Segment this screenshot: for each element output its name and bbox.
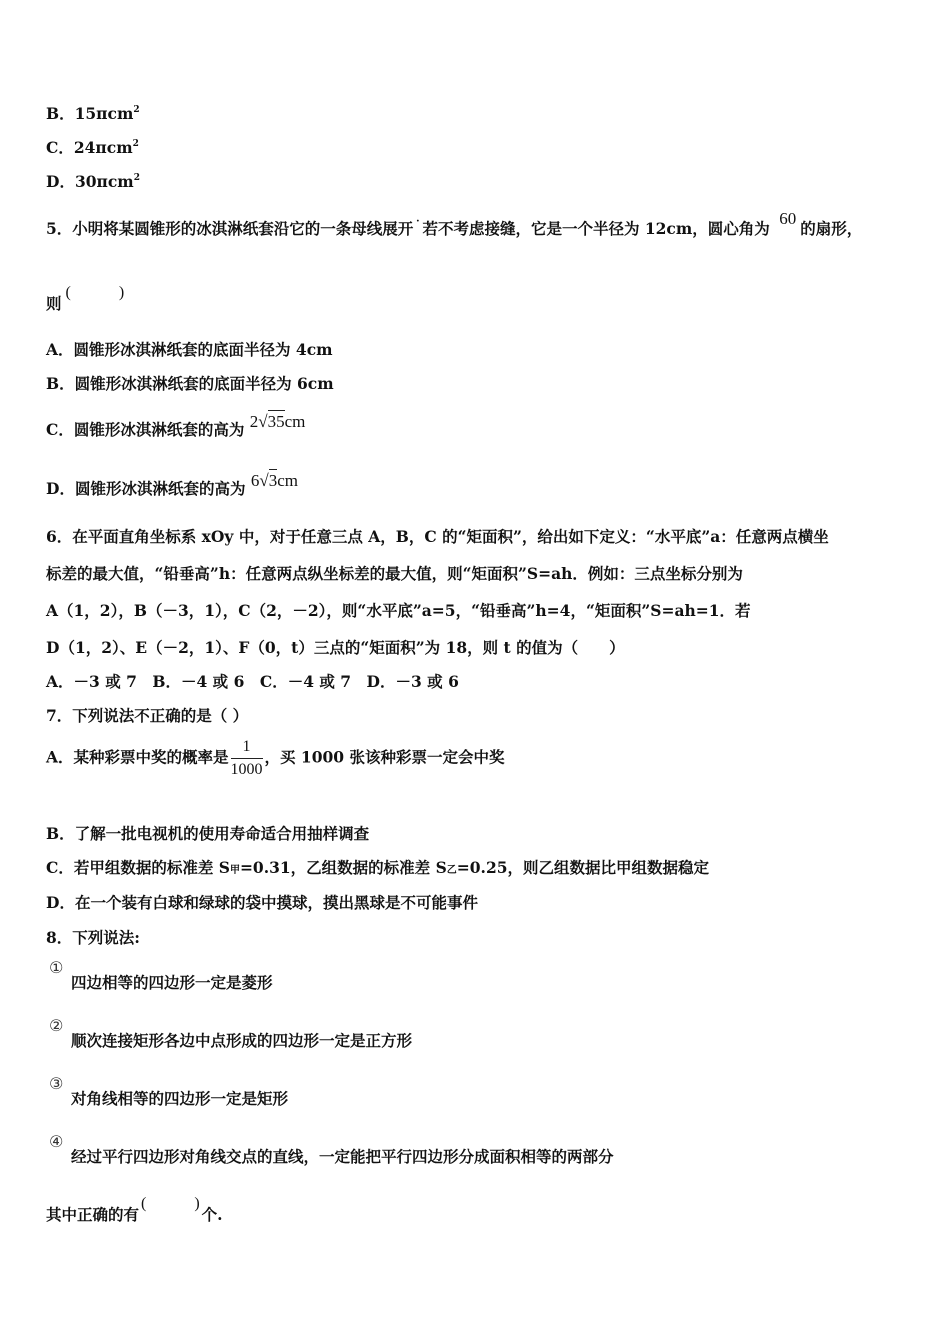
q6-line-3: A（1，2），B（－3，1），C（2，－2），则“水平底”a=5，“铅垂高”h=4，“矩面积”S=ah=1．若	[46, 601, 751, 620]
q5-option-d-formula: 6√3cm	[250, 471, 298, 490]
q4-option-c: C．24πcm$^2$	[46, 138, 139, 157]
q5-option-c: C．圆锥形冰淇淋纸套的高为 2√35cm	[46, 412, 306, 439]
q7-option-a: A．某种彩票中奖的概率是 $\frac{1}{1000}$ ，买 1000 张该种彩票一定会中奖	[46, 738, 505, 778]
q5-angle: 60	[779, 209, 797, 228]
q7-option-d: D．在一个装有白球和绿球的袋中摸球，摸出黑球是不可能事件	[46, 893, 478, 912]
q7-option-b: B．了解一批电视机的使用寿命适合用抽样调查	[46, 824, 370, 843]
q5-option-c-formula: 2√35cm	[249, 412, 306, 431]
q5-option-b: B．圆锥形冰淇淋纸套的底面半径为 6cm	[46, 374, 334, 393]
q6-line-1: 6．在平面直角坐标系 xOy 中，对于任意三点 A，B，C 的“矩面积”，给出如下定义：“水平底”a：任意两点横坐	[46, 527, 829, 546]
q8-mark-1: ①	[49, 958, 64, 977]
q8-mark-3: ③	[49, 1074, 64, 1093]
q6-line-4: D（1，2）、E（－2，1）、F（0，t）三点的“矩面积”为 18，则 t 的值为（ ）	[46, 638, 625, 657]
q4-option-d: D．30πcm$^2$	[46, 172, 140, 191]
q5-option-a: A．圆锥形冰淇淋纸套的底面半径为 4cm	[46, 340, 333, 359]
q8-conclusion: 其中正确的有( )个.	[46, 1195, 223, 1224]
q5-option-d: D．圆锥形冰淇淋纸套的高为 6√3cm	[46, 471, 298, 498]
q7-stem: 7．下列说法不正确的是（ ）	[46, 706, 249, 725]
q8-item-2: 顺次连接矩形各边中点形成的四边形一定是正方形	[71, 1031, 413, 1050]
q8-mark-4: ④	[49, 1132, 64, 1151]
q5-stem: 5．小明将某圆锥形的冰淇淋纸套沿它的一条母线展开 · 若不考虑接缝，它是一个半径为 12cm，圆心角为 60的扇形，	[46, 209, 863, 238]
q6-options: A．－3 或 7 B．－4 或 6 C．－4 或 7 D．－3 或 6	[46, 672, 459, 691]
q6-line-2: 标差的最大值，“铅垂高”h：任意两点纵坐标差的最大值，则“矩面积”S=ah．例如：三点坐标分别为	[46, 564, 743, 583]
q8-stem: 8．下列说法:	[46, 928, 141, 947]
q7-probability-fraction: $\frac{1}{1000}$	[230, 738, 263, 778]
q8-item-3: 对角线相等的四边形一定是矩形	[71, 1089, 289, 1108]
q4-option-b: B．15πcm$^2$	[46, 104, 140, 123]
q8-item-4: 经过平行四边形对角线交点的直线，一定能把平行四边形分成面积相等的两部分	[71, 1147, 614, 1166]
q8-item-1: 四边相等的四边形一定是菱形	[71, 973, 273, 992]
q5-stem-end: 则( )	[46, 284, 125, 313]
q7-option-c: C．若甲组数据的标准差 S甲=0.31，乙组数据的标准差 S乙=0.25，则乙组数据比甲组数据稳定	[46, 858, 710, 877]
q8-mark-2: ②	[49, 1016, 64, 1035]
